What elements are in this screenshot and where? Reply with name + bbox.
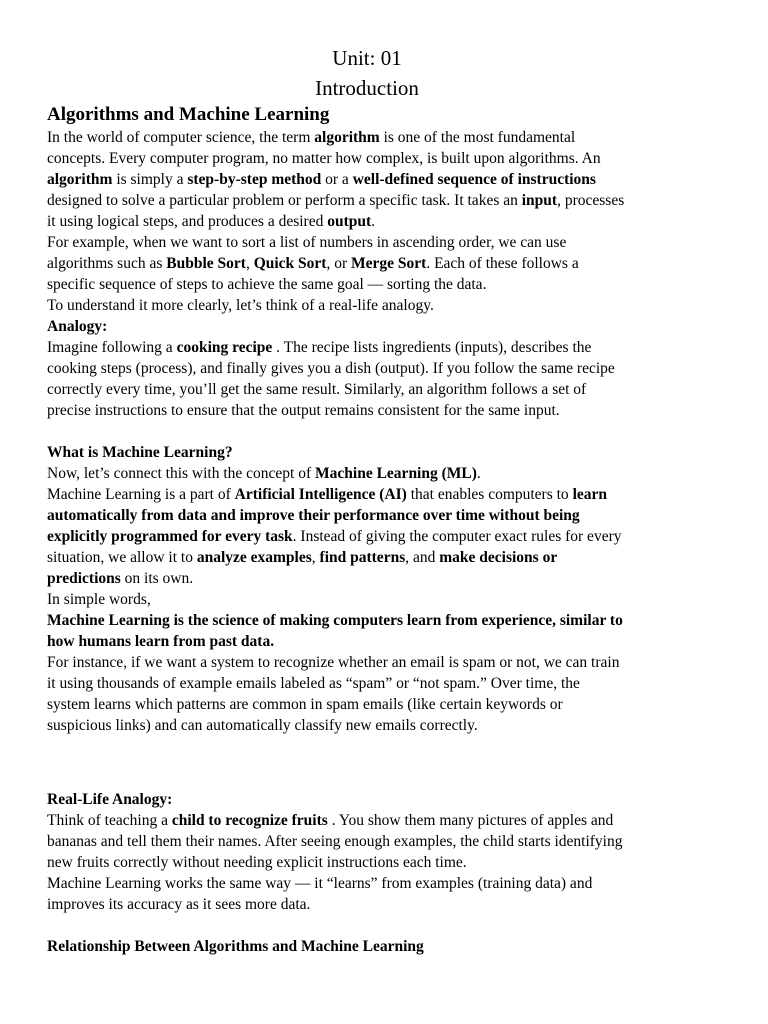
text-run: is one of the most fundamental <box>379 129 576 146</box>
section-heading: Algorithms and Machine Learning <box>47 104 330 125</box>
chapter-title: Introduction <box>315 76 419 100</box>
text-line <box>47 484 607 505</box>
text-line <box>47 894 310 915</box>
text-line <box>47 505 580 526</box>
bold-text-run: Quick Sort <box>253 255 327 272</box>
text-line <box>47 936 424 957</box>
text-run: Think of teaching a <box>47 812 172 829</box>
text-run: . The recipe lists ingredients (inputs), describes the <box>272 339 592 356</box>
text-run: improves its accuracy as it sees more data. <box>47 896 311 913</box>
text-line <box>47 831 623 852</box>
bold-text-run: cooking recipe <box>176 339 273 356</box>
text-line <box>47 810 613 831</box>
text-line <box>47 127 575 148</box>
text-run: In the world of computer science, the term <box>47 129 315 146</box>
text-run: , <box>311 549 320 566</box>
text-line <box>47 400 560 421</box>
bold-text-run: Machine Learning (ML) <box>315 465 477 482</box>
bold-text-run: step-by-step method <box>187 171 322 188</box>
bold-text-run: Machine Learning is the science of making computers learn from experience, similar to <box>47 612 623 629</box>
bold-text-run: Relationship Between Algorithms and Machine Learning <box>47 938 424 955</box>
text-run: To understand it more clearly, let’s think of a real-life analogy. <box>47 297 434 314</box>
text-run: In simple words, <box>47 591 151 608</box>
text-line <box>47 190 624 211</box>
bold-text-run: output <box>327 213 372 230</box>
text-run: , or <box>326 255 352 272</box>
text-run: . Instead of giving the computer exact rules for every <box>292 528 622 545</box>
text-run: . <box>476 465 481 482</box>
text-line <box>47 589 151 610</box>
text-run: Now, let’s connect this with the concept of <box>47 465 316 482</box>
text-run: or a <box>321 171 353 188</box>
text-run: algorithms such as <box>47 255 167 272</box>
text-run: concepts. Every computer program, no matter how complex, is built upon algorithms. An <box>47 150 601 167</box>
text-run: . Each of these follows a <box>426 255 579 272</box>
bold-text-run: well-defined sequence of instructions <box>352 171 596 188</box>
text-line <box>47 715 478 736</box>
text-line <box>47 211 375 232</box>
text-run: Machine Learning works the same way — it “learns” from examples (training data) and <box>47 875 593 892</box>
text-line <box>47 694 563 715</box>
text-line <box>47 169 596 190</box>
text-run: bananas and tell them their names. After seeing enough examples, the child starts identifying <box>47 833 623 850</box>
text-line <box>47 789 172 810</box>
bold-text-run: find patterns <box>319 549 406 566</box>
text-line <box>47 568 193 589</box>
text-line <box>47 442 233 463</box>
text-run: . You show them many pictures of apples and <box>327 812 614 829</box>
text-line <box>47 547 557 568</box>
text-run: new fruits correctly without needing explicit instructions each time. <box>47 854 467 871</box>
text-run: Imagine following a <box>47 339 177 356</box>
text-run: specific sequence of steps to achieve the same goal — sorting the data. <box>47 276 487 293</box>
text-run: , processes <box>557 192 625 209</box>
text-line <box>47 673 580 694</box>
bold-text-run: Real-Life Analogy: <box>47 791 173 808</box>
text-line <box>47 652 619 673</box>
text-run: For instance, if we want a system to recognize whether an email is spam or not, we can train <box>47 654 620 671</box>
text-line <box>47 232 566 253</box>
bold-text-run: Analogy: <box>47 318 108 335</box>
bold-text-run: What is Machine Learning? <box>47 444 233 461</box>
text-line <box>47 463 481 484</box>
unit-title: Unit: 01 <box>332 46 402 70</box>
bold-text-run: explicitly programmed for every task <box>47 528 293 545</box>
text-line <box>47 379 586 400</box>
bold-text-run: analyze examples <box>196 549 312 566</box>
text-run: it using thousands of example emails labeled as “spam” or “not spam.” Over time, the <box>47 675 580 692</box>
text-line <box>47 295 434 316</box>
text-run: , <box>245 255 254 272</box>
text-run: suspicious links) and can automatically classify new emails correctly. <box>47 717 478 734</box>
bold-text-run: algorithm <box>314 129 380 146</box>
text-run: on its own. <box>120 570 194 587</box>
text-run: designed to solve a particular problem or perform a specific task. It takes an <box>47 192 522 209</box>
bold-text-run: input <box>521 192 558 209</box>
bold-text-run: automatically from data and improve their performance over time without being <box>47 507 580 524</box>
text-line <box>47 253 579 274</box>
text-run: it using logical steps, and produces a desired <box>47 213 328 230</box>
text-line <box>47 274 486 295</box>
text-line <box>47 526 621 547</box>
text-line <box>47 631 274 652</box>
text-run: . <box>371 213 376 230</box>
text-run: Machine Learning is a part of <box>47 486 235 503</box>
text-run: correctly every time, you’ll get the same result. Similarly, an algorithm follows a set of <box>47 381 587 398</box>
text-run: precise instructions to ensure that the output remains consistent for the same input. <box>47 402 560 419</box>
text-line <box>47 316 107 337</box>
text-line <box>47 852 467 873</box>
bold-text-run: Artificial Intelligence (AI) <box>234 486 407 503</box>
text-run: , and <box>405 549 440 566</box>
text-line <box>47 610 623 631</box>
bold-text-run: make decisions or <box>439 549 558 566</box>
text-run: For example, when we want to sort a list of numbers in ascending order, we can use <box>47 234 567 251</box>
bold-text-run: learn <box>572 486 607 503</box>
bold-text-run: predictions <box>47 570 121 587</box>
bold-text-run: Merge Sort <box>351 255 427 272</box>
text-run: cooking steps (process), and finally gives you a dish (output). If you follow the same recipe <box>47 360 615 377</box>
text-line <box>47 873 592 894</box>
text-line <box>47 148 601 169</box>
text-run: situation, we allow it to <box>47 549 197 566</box>
bold-text-run: how humans learn from past data. <box>47 633 275 650</box>
bold-text-run: algorithm <box>47 171 113 188</box>
bold-text-run: child to recognize fruits <box>171 812 328 829</box>
text-run: system learns which patterns are common in spam emails (like certain keywords or <box>47 696 563 713</box>
text-run: that enables computers to <box>406 486 573 503</box>
bold-text-run: Bubble Sort <box>166 255 246 272</box>
text-run: is simply a <box>112 171 188 188</box>
text-line <box>47 358 615 379</box>
text-line <box>47 337 591 358</box>
